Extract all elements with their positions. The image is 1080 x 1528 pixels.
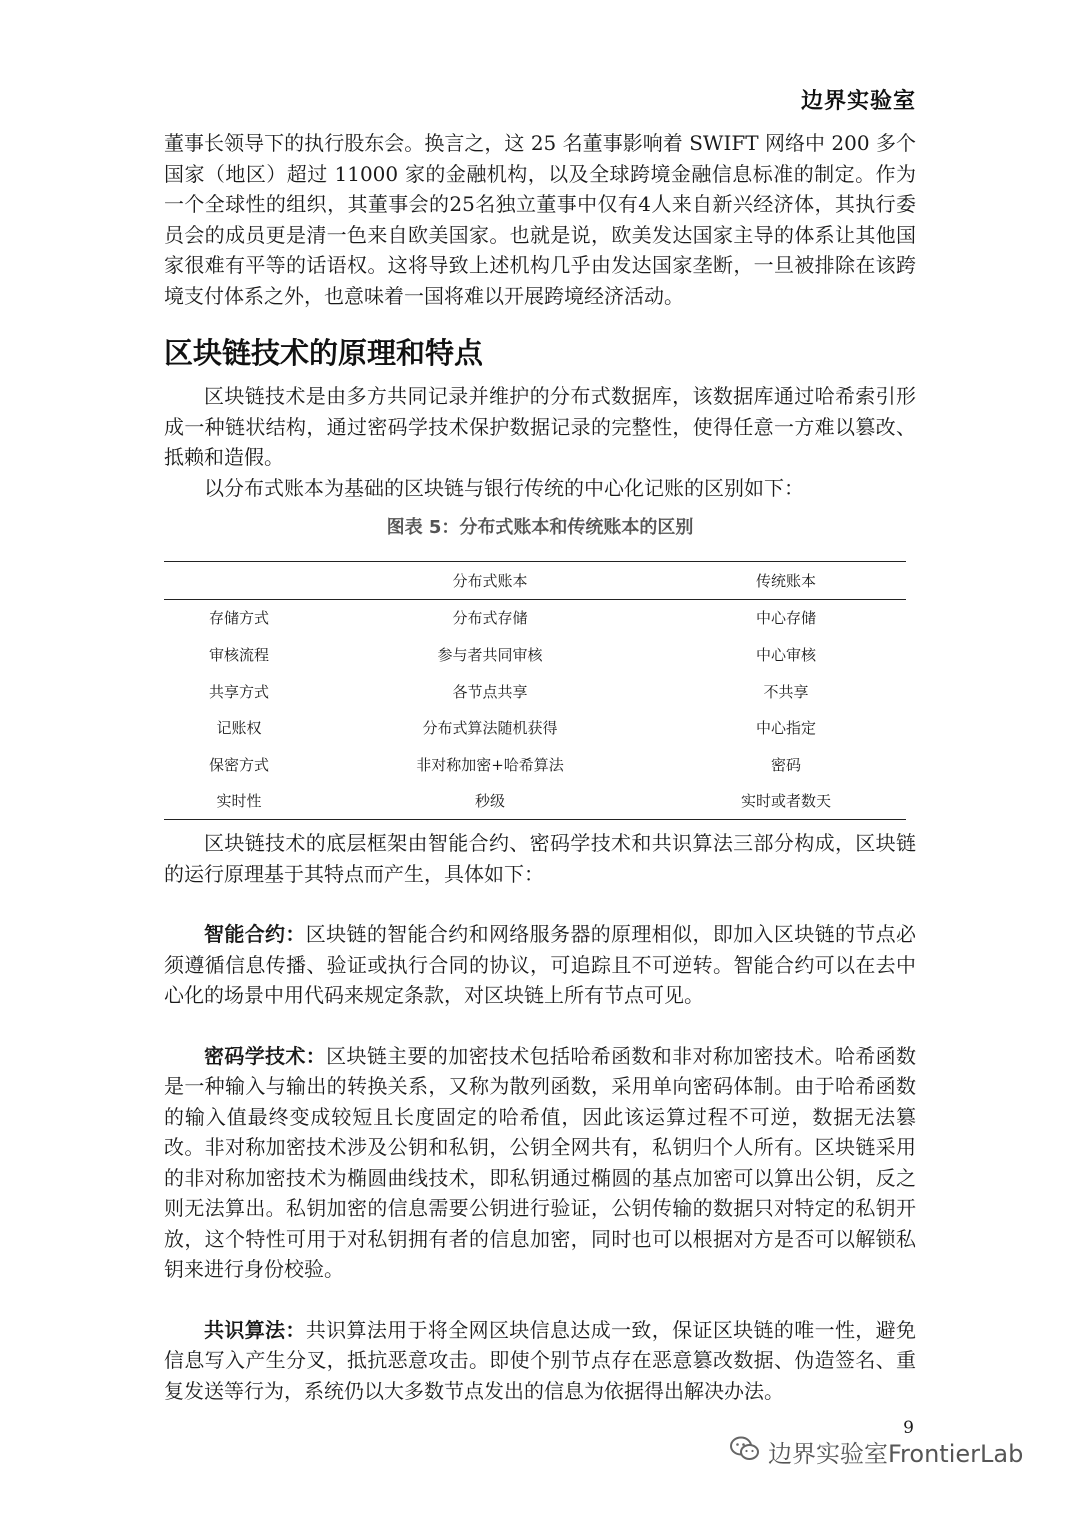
definition-cryptography <box>164 1041 916 1285</box>
table-cell: 中心审核 <box>755 645 816 664</box>
document-body <box>164 128 916 1406</box>
page-number: 9 <box>903 1418 914 1438</box>
definition-term: 共识算法： <box>204 1317 306 1342</box>
table-row <box>164 709 906 746</box>
table-cell: 密码 <box>770 755 801 774</box>
definition-consensus <box>164 1315 916 1407</box>
table-cell: 不共享 <box>763 682 809 701</box>
table-row <box>164 746 906 783</box>
wechat-icon <box>730 1436 768 1468</box>
table-cell: 非对称加密+哈希算法 <box>416 755 564 774</box>
paragraph-framework-intro: 区块链技术的底层框架由智能合约、密码学技术和共识算法三部分构成，区块链的运行原理基于其特点而产生，具体如下： <box>164 831 916 886</box>
comparison-table <box>164 561 906 820</box>
definition-text: 区块链主要的加密技术包括哈希函数和非对称加密技术。哈希函数是一种输入与输出的转换关系，又称为散列函数，采用单向密码体制。由于哈希函数的输入值最终变成较短且长度固定的哈希值，因此该运算过程不可逆，数据无法篡改。非对称加密技术涉及公钥和私钥，公钥全网共有，私钥归个人所有。区块链采用的非对称加密技术为椭圆曲线技术，即私钥通过椭圆的基点加密可以算出公钥，反之则无法算出。私钥加密的信息需要公钥进行验证，公钥传输的数据只对特定的私钥开放，这个特性可用于对私钥拥有者的信息加密，同时也可以根据对方是否可以解锁私钥来进行身份校验。 <box>164 1043 917 1282</box>
definition-text: 区块链的智能合约和网络服务器的原理相似，即加入区块链的节点必须遵循信息传播、验证或执行合同的协议，可追踪且不可逆转。智能合约可以在去中心化的场景中用代码来规定条款，对区块链上所有节点可见。 <box>164 922 917 1008</box>
definition-smart-contract <box>164 919 916 1011</box>
table-cell: 记账权 <box>216 719 262 738</box>
paragraph-table-intro: 以分布式账本为基础的区块链与银行传统的中心化记账的区别如下： <box>204 475 804 500</box>
table-header-row <box>164 562 906 600</box>
paragraph-blockchain-definition: 区块链技术是由多方共同记录并维护的分布式数据库，该数据库通过哈希索引形成一种链状结构，通过密码学技术保护数据记录的完整性，使得任意一方难以篡改、抵赖和造假。 <box>164 384 916 469</box>
table-header-cell <box>164 562 314 600</box>
table-cell: 秒级 <box>314 783 666 820</box>
section-title: 区块链技术的原理和特点 <box>164 336 484 370</box>
watermark-text: 边界实验室FrontierLab <box>768 1440 1024 1468</box>
header-logo: 边界实验室 <box>800 89 916 114</box>
table-cell: 存储方式 <box>208 609 269 628</box>
table-cell: 参与者共同审核 <box>437 645 543 664</box>
watermark <box>730 1434 1023 1469</box>
table-cell: 中心存储 <box>755 609 816 628</box>
figure-caption: 图表 5：分布式账本和传统账本的区别 <box>386 517 694 538</box>
table-header-cell: 分布式账本 <box>314 562 666 600</box>
table-cell: 各节点共享 <box>452 682 528 701</box>
table-cell: 审核流程 <box>208 645 269 664</box>
table-row <box>164 636 906 673</box>
table-row <box>164 783 906 820</box>
table-row <box>164 673 906 710</box>
table-cell: 中心指定 <box>755 719 816 738</box>
definition-term: 智能合约： <box>204 922 306 947</box>
table-cell: 实时或者数天 <box>666 783 906 820</box>
definition-text: 共识算法用于将全网区块信息达成一致，保证区块链的唯一性，避免信息写入产生分叉，抵抗恶意攻击。即使个别节点存在恶意篡改数据、伪造签名、重复发送等行为，系统仍以大多数节点发出的信息为依据得出解决办法。 <box>164 1317 917 1403</box>
table-header-cell: 传统账本 <box>666 562 906 600</box>
table-row <box>164 599 906 636</box>
table-cell: 分布式算法随机获得 <box>422 719 558 738</box>
paragraph-intro: 董事长领导下的执行股东会。换言之，这 25 名董事影响着 SWIFT 网络中 200 多个国家（地区）超过 11000 家的金融机构，以及全球跨境金融信息标准的制定。作为一个全球性的组织，其董事会的25名独立董事中仅有4人来自新兴经济体，其执行委员会的成员更是清一色来自欧美国家。也就是说，欧美发达国家主导的体系让其他国家很难有平等的话语权。这将导致上述机构几乎由发达国家垄断，一旦被排除在该跨境支付体系之外，也意味着一国将难以开展跨境经济活动。 <box>164 131 916 308</box>
table-cell: 共享方式 <box>208 682 269 701</box>
table-cell: 实时性 <box>164 783 314 820</box>
table-cell: 分布式存储 <box>452 609 528 628</box>
table-cell: 保密方式 <box>208 755 269 774</box>
definition-term: 密码学技术： <box>204 1043 327 1068</box>
